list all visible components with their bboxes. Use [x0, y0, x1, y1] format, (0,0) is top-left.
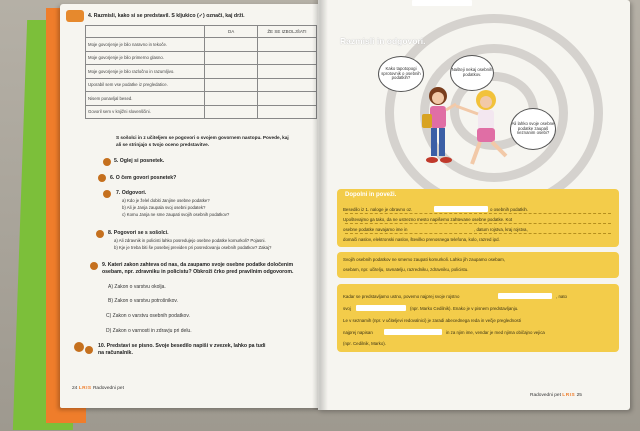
box-1-line-2: Upoštevajmo ga tako, da ne ustrezno mesto napišemo zahtevane osebne podatke. Kot	[343, 217, 513, 222]
girl-1-shirt	[430, 106, 446, 128]
question-5: 5. Oglej si posnetek.	[114, 158, 165, 164]
speech-bubble-1: Kako tapotopogi sprotovnik o osebnih podatkih?	[378, 56, 424, 92]
box-3-line-5: (npr. Cedilnik, Marko).	[343, 341, 386, 346]
checkbox-cell[interactable]	[205, 78, 257, 92]
girl-1-shoe	[426, 157, 438, 163]
question-8b: b) Kje je treba biti še posebej previden pri posredovanju osebnih podatkov? Zakaj?	[114, 245, 272, 250]
computer-icon	[85, 346, 93, 354]
box-2-line-1: Svojih osebnih podatkov ne smemo zaupati komurkoli. Lahko jih zaupamo osebam,	[343, 257, 506, 262]
box-1-line-3b: , datum rojstva, kraj rojstva,	[474, 227, 528, 232]
box-1-line-1a: Besedilo iz 1. naloge je obravno oz.	[343, 207, 413, 212]
pencil-icon	[103, 190, 111, 198]
box-3-line-4b: in za njim ime, vendar je med njima običajno vejica	[446, 330, 545, 335]
checkbox-cell[interactable]	[257, 51, 316, 65]
table-row	[86, 78, 317, 92]
girl-2-leg	[472, 142, 480, 164]
blank-input[interactable]	[356, 305, 406, 311]
speech-bubble-3: Ali lahko svoje osebne podatke zaupaš neznanim osebi?	[510, 108, 556, 150]
table-row-label: Moje govorjenje je bilo razločno in razumljivo.	[86, 65, 205, 79]
answer-option-d[interactable]: D) Zakon o varnosti in zdravju pri delu.	[106, 328, 192, 334]
checkbox-cell[interactable]	[257, 65, 316, 79]
girl-1-leg	[439, 128, 445, 156]
blank-input[interactable]	[384, 329, 442, 335]
girl-1-shoe	[440, 157, 452, 163]
question-7b: b) Ali je Janja zaupala svoj osebni podatek?	[122, 205, 206, 210]
box-line	[345, 233, 611, 234]
question-6: 6. O čem govori posnetek?	[110, 175, 177, 181]
question-4-title: 4. Razmisli, kako si se predstavil. S kljukico (✓) označi, kaj drži.	[88, 13, 245, 19]
video-icon	[103, 158, 111, 166]
checkbox-cell[interactable]	[205, 38, 257, 52]
girl-2-shirt	[478, 110, 494, 130]
speech-bubble-2: Našteji nekaj osebnih podatkov.	[450, 55, 494, 91]
table-header-improve: ŽE SE IZBOLJŠATI	[257, 26, 316, 38]
book-logo-left: LRIS	[78, 386, 92, 391]
table-row	[86, 51, 317, 65]
right-footer	[530, 393, 582, 398]
box-2-line-2: osebam, npr. učitelju, ravnatelju, razredniku, zdravniku, policistu.	[343, 267, 469, 272]
box-line	[345, 223, 611, 224]
box-1-line-1b: o osebnih podatkih.	[490, 207, 529, 212]
discussion-icon	[96, 230, 104, 238]
box-3-line-1a: Kadar se predstavljamo ustno, povemo najprej svoje rojstno	[343, 294, 460, 299]
left-footer	[72, 386, 124, 391]
question-8: 8. Pogovori se s sošolci.	[108, 230, 169, 236]
table-row	[86, 65, 317, 79]
question-10-line-1: 10. Predstavi se pisno. Svoje besedilo napiši v zvezek, lahko pa tudi	[98, 343, 266, 349]
box-line	[345, 213, 611, 214]
right-page-number: 25	[576, 393, 582, 398]
box-3-line-3: Le v seznamih (npr. v učiteljevi redovalnici) je zaradi abecednega reda in večje preglednosti	[343, 318, 521, 323]
box-3-line-1b: , nato	[556, 294, 567, 299]
checkbox-cell[interactable]	[205, 92, 257, 106]
question-4-badge	[66, 10, 84, 22]
blank-input[interactable]	[412, 0, 472, 6]
blank-input[interactable]	[434, 206, 488, 212]
table-row-label: Moje govorjenje je bilo primerno glasno.	[86, 51, 205, 65]
answer-option-c[interactable]: C) Zakon o varstvu osebnih podatkov.	[106, 313, 190, 319]
table-row-label: Nisem ponavljal besed.	[86, 92, 205, 106]
table-row	[86, 92, 317, 106]
speech-icon	[98, 174, 106, 182]
blank-input[interactable]	[498, 293, 552, 299]
girl-1-face	[432, 92, 444, 104]
question-9-line-2: osebam, npr. zdravniku in policistu? Obkroži črko pred pravilnim odgovorom.	[102, 269, 294, 275]
table-header-da: DA	[205, 26, 257, 38]
right-header-title: Razmisli in odgovori.	[340, 36, 426, 46]
question-10-line-2: na računalnik.	[98, 350, 133, 356]
checkbox-cell[interactable]	[257, 38, 316, 52]
table-header-row	[86, 26, 317, 38]
girls-illustration	[410, 82, 520, 180]
girl-2-leg	[492, 142, 506, 156]
table-row	[86, 38, 317, 52]
book-title-left: Radovedni pet	[92, 386, 124, 391]
table-row	[86, 105, 317, 119]
girl-1-leg	[431, 128, 437, 156]
question-7a: a) Kdo je želel dobiti Janjine osebne podatke?	[122, 198, 210, 203]
table-row-label: Uporabil sem vse podatke iz pregledatice.	[86, 78, 205, 92]
question-9-line-1: 9. Kateri zakon zahteva od nas, da zaupamo svoje osebne podatke določenim	[102, 262, 294, 268]
girl-2-face	[480, 96, 492, 108]
girl-2-arm	[456, 106, 478, 114]
answer-option-a[interactable]: A) Zakon o varstvu okolja.	[108, 284, 166, 290]
checkbox-cell[interactable]	[205, 105, 257, 119]
book-title-right: Radovedni pet	[530, 393, 561, 398]
checkbox-cell[interactable]	[257, 105, 316, 119]
checkbox-cell[interactable]	[257, 78, 316, 92]
answer-option-b[interactable]: B) Zakon o varstvu potrošnikov.	[108, 298, 178, 304]
self-assessment-table	[85, 25, 317, 119]
question-7: 7. Odgovori.	[116, 190, 147, 196]
question-7c: c) Komu Janja ne sme zaupati svojih osebnih podatkov?	[122, 212, 230, 217]
pair-note-line-1: S sošolci in z učiteljem se pogovori o svojem govornem nastopu. Povede, kaj	[116, 135, 289, 140]
girl-1-arm	[446, 104, 456, 110]
pencil-icon-q9	[90, 262, 98, 270]
box-1-title: Dopolni in poveži.	[345, 192, 397, 198]
checkbox-cell[interactable]	[205, 65, 257, 79]
checkbox-cell[interactable]	[257, 92, 316, 106]
pair-note-line-2: ali se strinjajo s tvojo oceno predstavitve.	[116, 142, 209, 147]
box-1-line-4: domači naslov, elektronski naslov, številko prenosnega telefona, kolo, razred ipd.	[343, 237, 500, 242]
checkbox-cell[interactable]	[205, 51, 257, 65]
table-row-label: Govoril sem v knjižni slovenščini.	[86, 105, 205, 119]
box-3-line-2a: svoj	[343, 306, 351, 311]
question-8a: a) Ali zdravnik in policisti lahko posredujejo osebne podatke komurkoli? Pojasni.	[114, 238, 266, 243]
box-1-line-3a: osebne podatke navajamo ime in	[343, 227, 408, 232]
box-3-line-2b: (npr. Marko Cedilnik). Enako je v pisnem predstavljanju.	[410, 306, 519, 311]
table-header-empty	[86, 26, 205, 38]
table-row-label: Moje govorjenje je bilo naravno in tekoče.	[86, 38, 205, 52]
info-box-2	[337, 252, 619, 278]
left-page-number: 24	[72, 386, 78, 391]
girl-2-skirt	[477, 128, 495, 142]
notebook-icon	[74, 342, 84, 352]
book-logo-right: LRIS	[562, 393, 576, 398]
girl-1-bag	[422, 114, 432, 128]
box-3-line-4a: najprej napisan	[343, 330, 373, 335]
